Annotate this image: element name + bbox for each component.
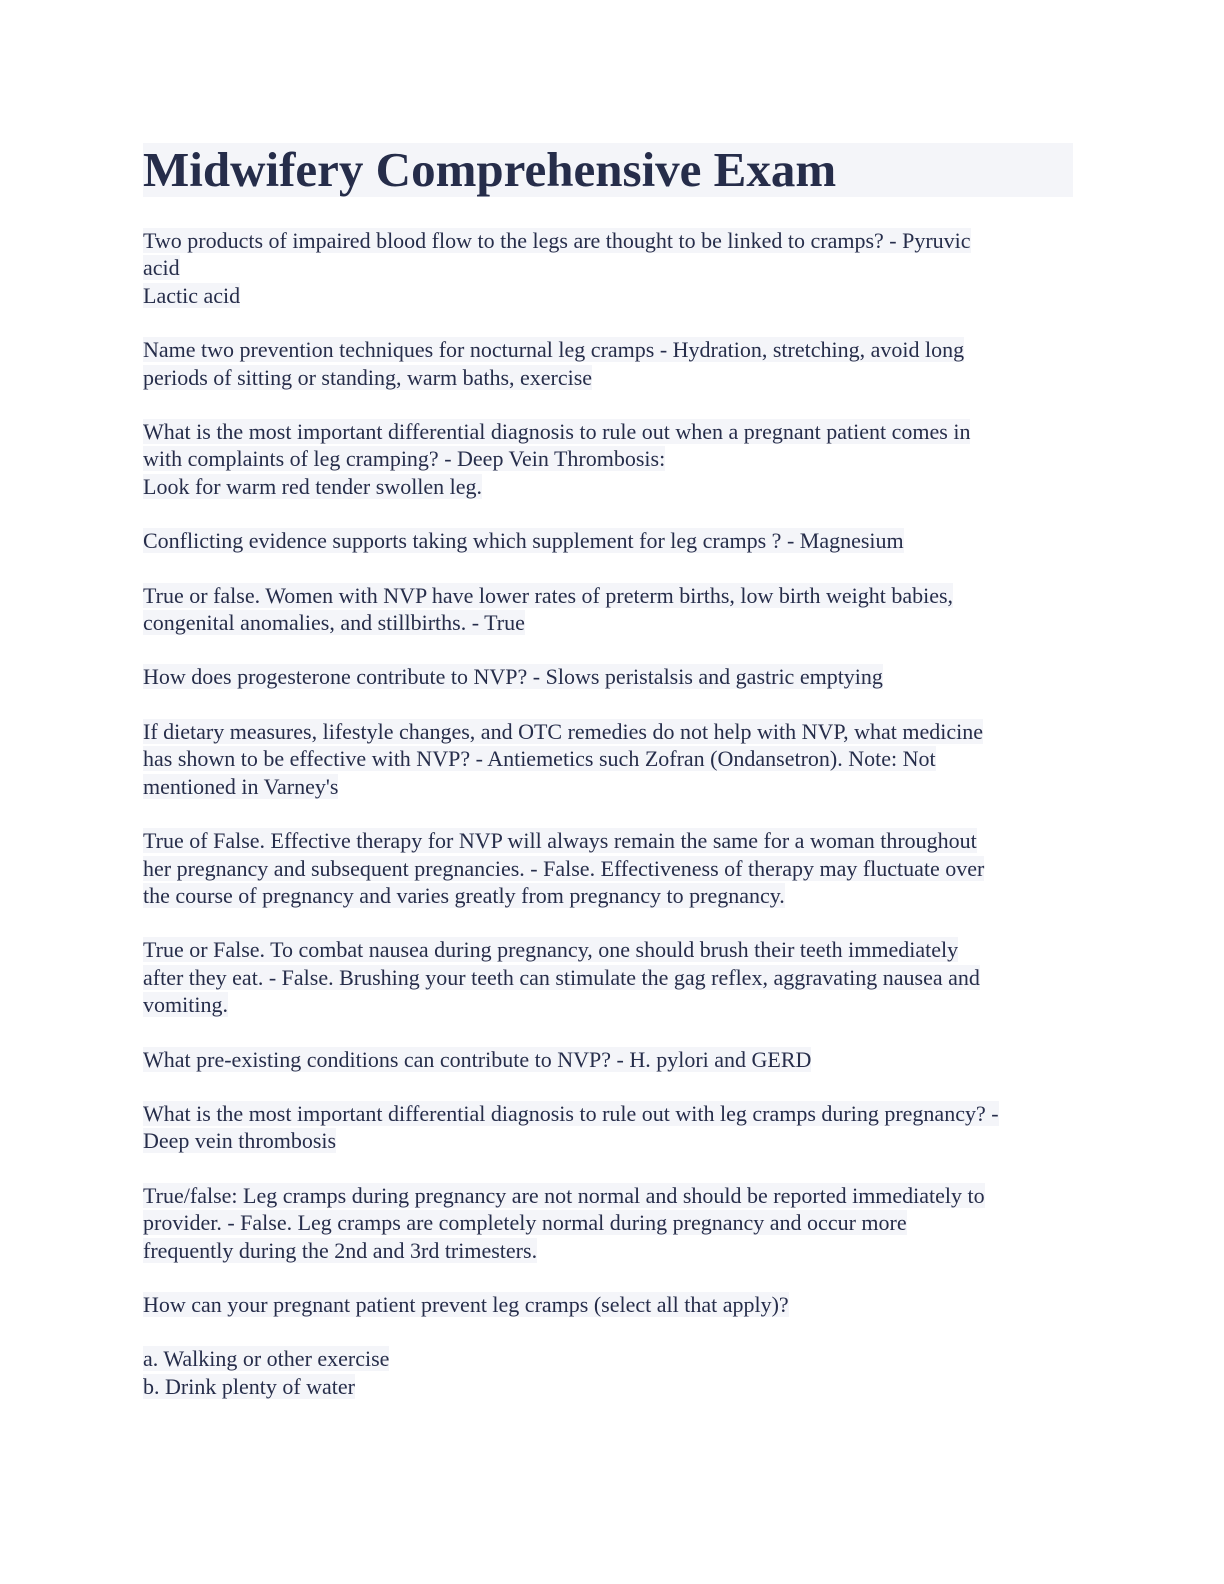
qa-line: congenital anomalies, and stillbirths. - True [143, 610, 525, 636]
qa-item [143, 527, 1073, 554]
qa-line: vomiting. [143, 992, 228, 1018]
qa-line: periods of sitting or standing, warm baths, exercise [143, 364, 593, 390]
qa-line: What pre-existing conditions can contribute to NVP? - H. pylori and GERD [143, 1046, 812, 1072]
document-page [143, 143, 1073, 1400]
qa-item [143, 1046, 1073, 1073]
qa-line: True of False. Effective therapy for NVP will always remain the same for a woman throughout [143, 828, 977, 854]
qa-line: her pregnancy and subsequent pregnancies. - False. Effectiveness of therapy may fluctuate over [143, 855, 985, 881]
qa-line: has shown to be effective with NVP? - Antiemetics such Zofran (Ondansetron). Note: Not [143, 746, 936, 772]
qa-line: What is the most important differential diagnosis to rule out with leg cramps during pregnancy? - [143, 1100, 999, 1126]
qa-line: mentioned in Varney's [143, 773, 339, 799]
qa-line: after they eat. - False. Brushing your teeth can stimulate the gag reflex, aggravating nausea and [143, 964, 980, 990]
qa-line: provider. - False. Leg cramps are completely normal during pregnancy and occur more [143, 1210, 907, 1236]
qa-line: acid [143, 255, 180, 281]
qa-line: True or false. Women with NVP have lower rates of preterm births, low birth weight babies, [143, 582, 954, 608]
qa-line: How does progesterone contribute to NVP? - Slows peristalsis and gastric emptying [143, 664, 883, 690]
qa-line: frequently during the 2nd and 3rd trimesters. [143, 1237, 538, 1263]
qa-list [143, 227, 1073, 1400]
qa-item [143, 582, 1073, 637]
qa-line: How can your pregnant patient prevent leg cramps (select all that apply)? [143, 1291, 789, 1317]
answer-options [143, 1345, 1073, 1400]
qa-line: Name two prevention techniques for nocturnal leg cramps - Hydration, stretching, avoid long [143, 337, 965, 363]
qa-line: True or False. To combat nausea during pregnancy, one should brush their teeth immediately [143, 937, 959, 963]
qa-line: Conflicting evidence supports taking which supplement for leg cramps ? - Magnesium [143, 528, 904, 554]
qa-line: with complaints of leg cramping? - Deep Vein Thrombosis: [143, 446, 666, 472]
qa-item [143, 227, 1073, 309]
qa-item [143, 718, 1073, 800]
qa-line: Lactic acid [143, 282, 241, 308]
qa-item [143, 663, 1073, 690]
qa-item [143, 1291, 1073, 1318]
qa-line: Two products of impaired blood flow to the legs are thought to be linked to cramps? - Pyruvic [143, 228, 971, 253]
qa-line: Deep vein thrombosis [143, 1128, 337, 1154]
answer-option-b: b. Drink plenty of water [143, 1373, 355, 1399]
qa-item [143, 418, 1073, 500]
qa-line: Look for warm red tender swollen leg. [143, 473, 483, 499]
document-title: Midwifery Comprehensive Exam [143, 143, 1073, 197]
qa-item [143, 1182, 1073, 1264]
qa-line: True/false: Leg cramps during pregnancy are not normal and should be reported immediately to [143, 1182, 985, 1208]
qa-item [143, 1100, 1073, 1155]
qa-line: the course of pregnancy and varies greatly from pregnancy to pregnancy. [143, 882, 785, 908]
qa-line: What is the most important differential diagnosis to rule out when a pregnant patient comes in [143, 419, 971, 445]
answer-option-a: a. Walking or other exercise [143, 1346, 390, 1372]
qa-item [143, 936, 1073, 1018]
qa-line: If dietary measures, lifestyle changes, and OTC remedies do not help with NVP, what medicine [143, 718, 984, 744]
qa-item [143, 827, 1073, 909]
qa-item [143, 336, 1073, 391]
